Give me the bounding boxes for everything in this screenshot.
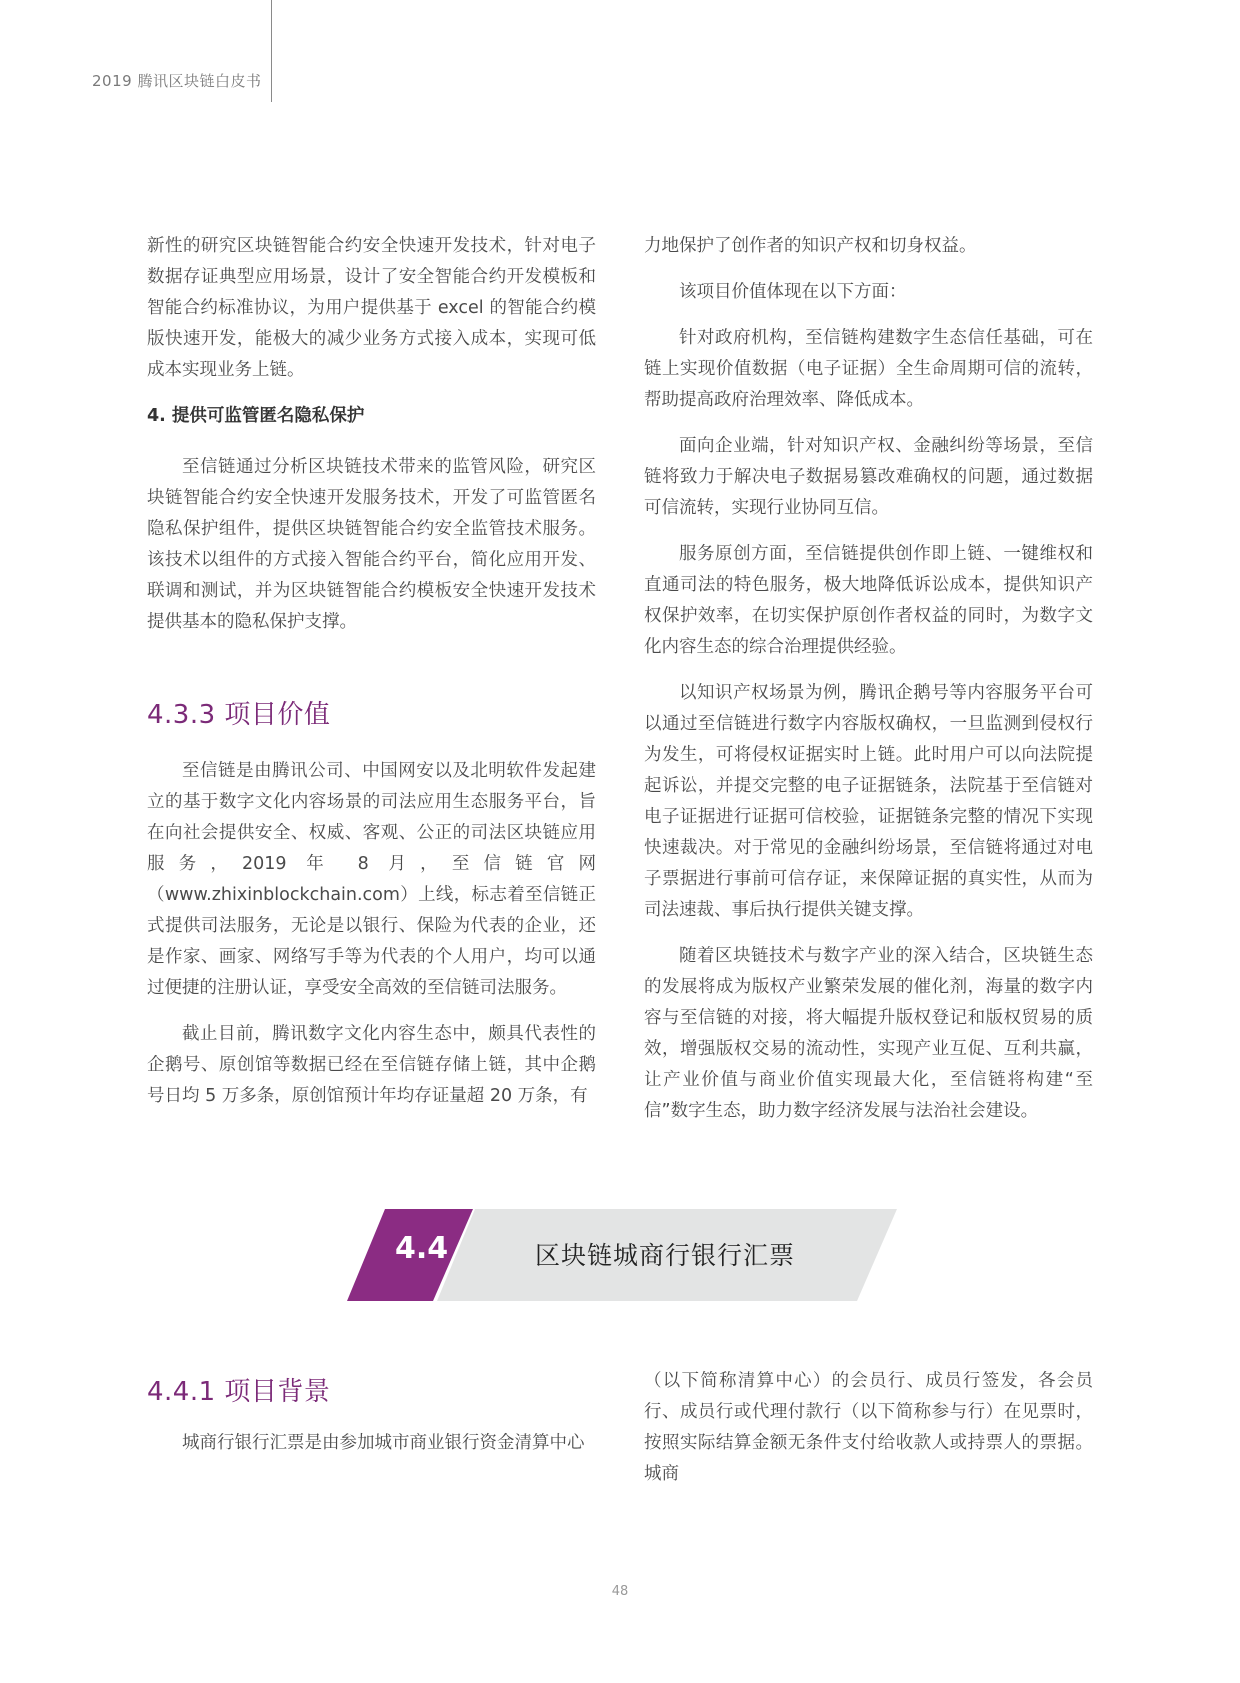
left-paragraph-1: 新性的研究区块链智能合约安全快速开发技术，针对电子数据存证典型应用场景，设计了安全智能合约开发模板和智能合约标准协议，为用户提供基于 excel 的智能合约模版快速开发，能极大的减少业务方式接入成本，实现可低成本实现业务上链。 — [147, 236, 596, 380]
section-title-4-3-3: 4.3.3 项目价值 — [147, 700, 331, 730]
right-paragraph-2: 该项目价值体现在以下方面： — [679, 282, 907, 302]
left-paragraph-2: 至信链通过分析区块链技术带来的监管风险，研究区块链智能合约安全快速开发服务技术，开发了可监管匿名隐私保护组件，提供区块链智能合约安全监管技术服务。该技术以组件的方式接入智能合约平台，简化应用开发、联调和测试，并为区块链智能合约模板安全快速开发技术提供基本的隐私保护支撑。 — [147, 457, 596, 632]
section-banner — [347, 1209, 897, 1301]
bottom-left-paragraph: 城商行银行汇票是由参加城市商业银行资金清算中心 — [182, 1433, 585, 1453]
bottom-right-paragraph: （以下简称清算中心）的会员行、成员行签发，各会员行、成员行或代理付款行（以下简称参与行）在见票时，按照实际结算金额无条件支付给收款人或持票人的票据。城商 — [644, 1371, 1093, 1484]
running-header-title: 2019 腾讯区块链白皮书 — [92, 72, 262, 90]
header-divider — [271, 0, 272, 102]
right-paragraph-4: 面向企业端，针对知识产权、金融纠纷等场景，至信链将致力于解决电子数据易篡改难确权的问题，通过数据可信流转，实现行业协同互信。 — [644, 436, 1093, 518]
right-paragraph-6: 以知识产权场景为例，腾讯企鹅号等内容服务平台可以通过至信链进行数字内容版权确权，一旦监测到侵权行为发生，可将侵权证据实时上链。此时用户可以向法院提起诉讼，并提交完整的电子证据链条，法院基于至信链对电子证据进行证据可信校验，证据链条完整的情况下实现快速裁决。对于常见的金融纠纷场景，至信链将通过对电子票据进行事前可信存证，来保障证据的真实性，从而为司法速裁、事后执行提供关键支撑。 — [644, 683, 1093, 920]
right-paragraph-3: 针对政府机构，至信链构建数字生态信任基础，可在链上实现价值数据（电子证据）全生命周期可信的流转，帮助提高政府治理效率、降低成本。 — [644, 328, 1093, 410]
section-title-4-4-1: 4.4.1 项目背景 — [147, 1377, 331, 1407]
right-paragraph-5: 服务原创方面，至信链提供创作即上链、一键维权和直通司法的特色服务，极大地降低诉讼成本，提供知识产权保护效率，在切实保护原创作者权益的同时，为数字文化内容生态的综合治理提供经验。 — [644, 544, 1093, 657]
banner-section-number: 4.4 — [395, 1231, 449, 1266]
bottom-left-column — [147, 1428, 596, 1474]
right-paragraph-7: 随着区块链技术与数字产业的深入结合，区块链生态的发展将成为版权产业繁荣发展的催化剂，海量的数字内容与至信链的对接，将大幅提升版权登记和版权贸易的质效，增强版权交易的流动性，实现产业互促、互利共赢，让产业价值与商业价值实现最大化，至信链将构建“至信”数字生态，助力数字经济发展与法治社会建设。 — [644, 946, 1093, 1121]
banner-section-title: 区块链城商行银行汇票 — [535, 1241, 796, 1270]
left-column — [147, 231, 596, 653]
left-paragraph-4: 截止目前，腾讯数字文化内容生态中，颇具代表性的企鹅号、原创馆等数据已经在至信链存储上链，其中企鹅号日均 5 万多条，原创馆预计年均存证量超 20 万条，有 — [147, 1024, 596, 1106]
page-number: 48 — [611, 1584, 629, 1599]
bottom-right-column — [644, 1366, 1093, 1505]
subsection-heading: 4. 提供可监管匿名隐私保护 — [147, 406, 365, 426]
left-paragraph-3: 至信链是由腾讯公司、中国网安以及北明软件发起建立的基于数字文化内容场景的司法应用生态服务平台，旨在向社会提供安全、权威、客观、公正的司法区块链应用服务，2019 年 8 月，至信链官网（www.zhixinblockchain.com）上线，标志着至信链正式提供司法服务，无论是以银行、保险为代表的企业，还是作家、画家、网络写手等为代表的个人用户，均可以通过便捷的注册认证，享受安全高效的至信链司法服务。 — [147, 761, 596, 998]
right-column — [644, 231, 1093, 1142]
right-paragraph-1: 力地保护了创作者的知识产权和切身权益。 — [644, 236, 977, 256]
left-column-lower — [147, 756, 596, 1127]
